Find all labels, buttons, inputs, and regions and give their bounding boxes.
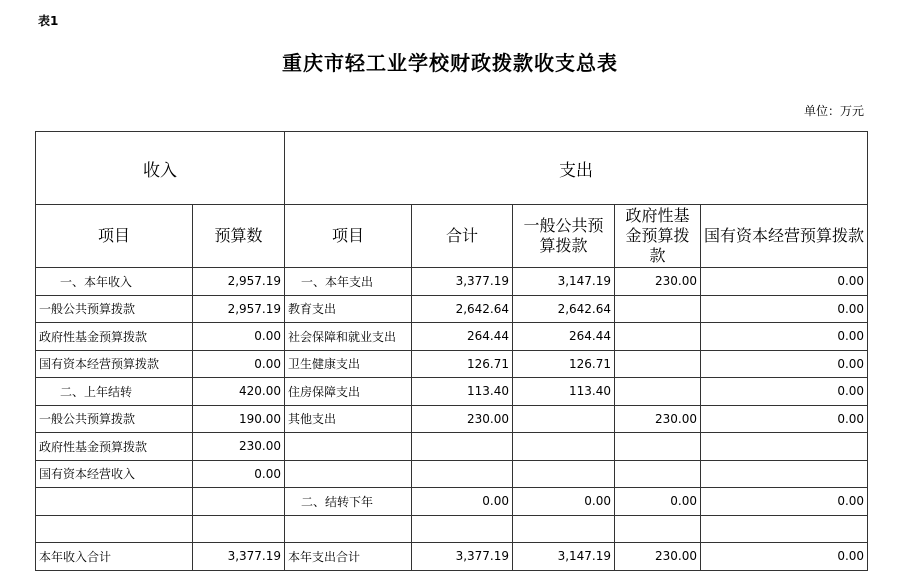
income-item: 国有资本经营收入 [36,460,193,488]
table-row [36,405,868,433]
fund-value: 230.00 [615,268,701,296]
state-capital-header: 国有资本经营预算拨款 [701,205,868,268]
general-budget-header: 一般公共预算拨款 [513,205,615,268]
total-value [412,515,513,543]
fund-value [615,378,701,406]
income-value: 190.00 [193,405,285,433]
total-value: 264.44 [412,323,513,351]
expense-item [285,460,412,488]
total-value: 3,377.19 [412,543,513,571]
expense-item: 一、本年支出 [285,268,412,296]
income-total-value: 3,377.19 [193,543,285,571]
table-row [36,323,868,351]
expense-header: 支出 [285,132,868,205]
state-capital-value [701,515,868,543]
income-item [36,515,193,543]
expense-item: 其他支出 [285,405,412,433]
state-capital-value [701,460,868,488]
income-value: 0.00 [193,460,285,488]
fund-value [615,323,701,351]
income-budget-header: 预算数 [193,205,285,268]
table-row [36,378,868,406]
income-value: 420.00 [193,378,285,406]
unit-label: 单位：万元 [803,104,864,118]
expense-item [285,433,412,461]
total-value: 0.00 [412,488,513,516]
total-value: 113.40 [412,378,513,406]
fund-budget-header: 政府性基金预算拨款 [615,205,701,268]
state-capital-value [701,433,868,461]
expense-item: 社会保障和就业支出 [285,323,412,351]
expense-total-label: 本年支出合计 [285,543,412,571]
fund-value: 0.00 [615,488,701,516]
general-value: 2,642.64 [513,295,615,323]
table-number: 表1 [38,14,59,28]
income-value: 230.00 [193,433,285,461]
total-value [412,460,513,488]
income-item: 一般公共预算拨款 [36,295,193,323]
table-row [36,543,868,571]
income-item: 政府性基金预算拨款 [36,323,193,351]
income-header: 收入 [36,132,285,205]
expense-item-header: 项目 [285,205,412,268]
general-value: 3,147.19 [513,268,615,296]
fund-value [615,460,701,488]
state-capital-value: 0.00 [701,350,868,378]
table-row [36,350,868,378]
table-row [36,460,868,488]
income-value: 2,957.19 [193,268,285,296]
fund-value [615,433,701,461]
table-row [36,295,868,323]
income-value: 0.00 [193,350,285,378]
income-item: 国有资本经营预算拨款 [36,350,193,378]
state-capital-value: 0.00 [701,295,868,323]
fund-value: 230.00 [615,405,701,433]
general-value: 264.44 [513,323,615,351]
page-title: 重庆市轻工业学校财政拨款收支总表 [282,51,618,75]
income-total-label: 本年收入合计 [36,543,193,571]
general-value: 113.40 [513,378,615,406]
state-capital-value: 0.00 [701,405,868,433]
expense-item: 二、结转下年 [285,488,412,516]
state-capital-value: 0.00 [701,543,868,571]
income-item-header: 项目 [36,205,193,268]
general-value: 126.71 [513,350,615,378]
fund-value [615,515,701,543]
income-value: 0.00 [193,323,285,351]
income-value [193,515,285,543]
state-capital-value: 0.00 [701,378,868,406]
table-row [36,515,868,543]
table-row [36,488,868,516]
general-value [513,433,615,461]
income-item: 政府性基金预算拨款 [36,433,193,461]
total-value: 126.71 [412,350,513,378]
income-value [193,488,285,516]
income-value: 2,957.19 [193,295,285,323]
general-value: 3,147.19 [513,543,615,571]
total-value: 230.00 [412,405,513,433]
fund-value [615,350,701,378]
state-capital-value: 0.00 [701,488,868,516]
expense-item [285,515,412,543]
income-item: 二、上年结转 [36,378,193,406]
total-value: 2,642.64 [412,295,513,323]
general-value: 0.00 [513,488,615,516]
state-capital-value: 0.00 [701,323,868,351]
income-item: 一般公共预算拨款 [36,405,193,433]
fund-value: 230.00 [615,543,701,571]
income-item [36,488,193,516]
expense-item: 住房保障支出 [285,378,412,406]
state-capital-value: 0.00 [701,268,868,296]
total-value: 3,377.19 [412,268,513,296]
fund-value [615,295,701,323]
expense-item: 卫生健康支出 [285,350,412,378]
table-row [36,268,868,296]
total-value [412,433,513,461]
general-value [513,515,615,543]
income-item: 一、本年收入 [36,268,193,296]
budget-table [35,131,868,571]
table-row [36,433,868,461]
expense-item: 教育支出 [285,295,412,323]
general-value [513,460,615,488]
general-value [513,405,615,433]
total-header: 合计 [412,205,513,268]
